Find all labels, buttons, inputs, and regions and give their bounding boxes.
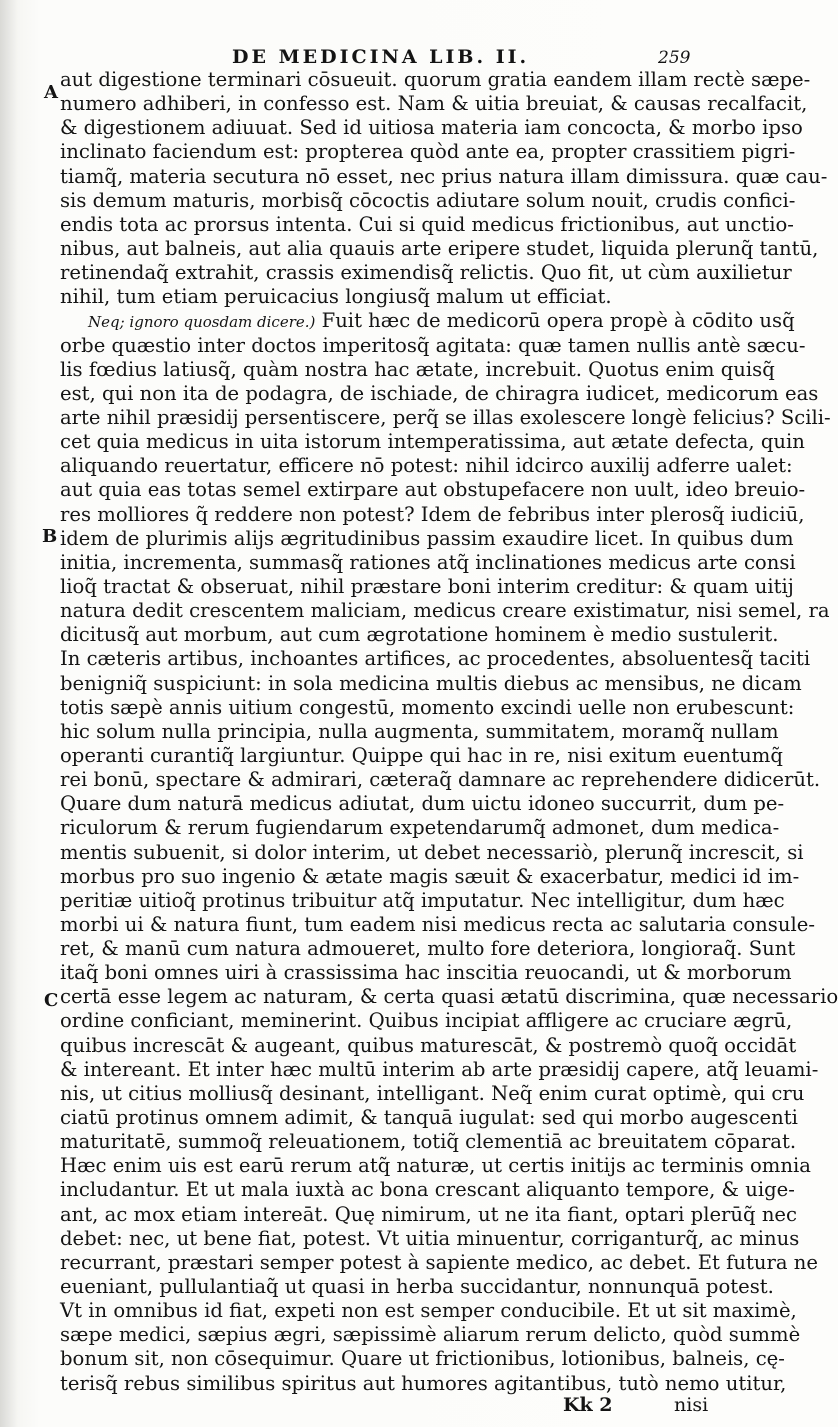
text-line: totis sæpè annis uitium congestū, momento excindi uelle non erubescunt: — [60, 695, 795, 719]
text-line: aliquando reuertatur, efficere nō potest: nihil idcirco auxilij adferre ualet: — [60, 454, 793, 478]
catchword: nisi — [674, 1394, 709, 1416]
text-line: morbus pro suo ingenio & ætate magis sæuit & exacerbatur, medici id im- — [60, 864, 800, 888]
text-line: eueniant, pullulantiaq̃ ut quasi in herba succidantur, nonnunquā potest. — [60, 1275, 774, 1299]
text-line: certā esse legem ac naturam, & certa quasi ætatū discrimina, quæ necessario — [60, 985, 838, 1009]
text-line: nihil, tum etiam peruicacius longiusq̃ malum ut efficiat. — [60, 285, 612, 309]
text-line: operanti curantiq̃ largiuntur. Quippe qui hac in re, nisi exitum euentumq̃ — [60, 743, 783, 767]
text-line: bonum sit, non cōsequimur. Quare ut frictionibus, lotionibus, balneis, cę- — [60, 1347, 785, 1371]
text-line: orbe quæstio inter doctos imperitosq̃ agitata: quæ tamen nullis antè sæcu- — [60, 333, 806, 357]
text-line: endis tota ac prorsus intenta. Cui si quid medicus frictionibus, aut unctio- — [60, 212, 794, 236]
text-line: lis fœdius latiusq̃, quàm nostra hac ætate, increbuit. Quotus enim quisq̃ — [60, 357, 775, 381]
text-line: Quare dum naturā medicus adiutat, dum uictu idoneo succurrit, dum pe- — [60, 792, 785, 816]
text-line: dicitusq̃ aut morbum, aut cum ægrotatione hominem è medio sustulerit. — [60, 623, 779, 647]
text-line: & digestionem adiuuat. Sed id uitiosa materia iam concocta, & morbo ipso — [60, 116, 803, 140]
text-line: ant, ac mox etiam intereāt. Quę nimirum, ut ne ita fiant, optari plerūq̃ nec — [60, 1202, 798, 1226]
text-line: terisq̃ rebus similibus spiritus aut humores agitantibus, tutò nemo utitur, — [60, 1371, 787, 1395]
text-line: mentis subuenit, si dolor interim, ut debet necessariò, plerunq̃ increscit, si — [60, 840, 804, 864]
text-line: includantur. Et ut mala iuxtà ac bona crescant aliquanto tempore, & uige- — [60, 1178, 795, 1202]
text-line: recurrant, præstari semper potest à sapiente medico, ac debet. Et futura ne — [60, 1250, 818, 1274]
text-line: & intereant. Et inter hæc multū interim ab arte præsidij capere, atq̃ leuami- — [60, 1057, 819, 1081]
page-footer — [0, 1392, 800, 1422]
text-line: hic solum nulla principia, nulla augmenta, summitatem, moramq̃ nullam — [60, 719, 779, 743]
text-line: lioq̃ tractat & obseruat, nihil præstare boni interim creditur: & quam uitij — [60, 574, 794, 598]
text-line: natura dedit crescentem maliciam, medicus creare existimatur, nisi semel, ra — [60, 599, 830, 623]
margin-letter-b: B — [42, 526, 58, 547]
text-line: Vt in omnibus id fiat, expeti non est semper conducibile. Et ut sit maximè, — [60, 1299, 797, 1323]
page-number: 259 — [658, 48, 691, 68]
text-line: In cæteris artibus, inchoantes artifices, ac procedentes, absoluentesq̃ taciti — [60, 647, 811, 671]
text-line: riculorum & rerum fugiendarum expetendarumq̃ admonet, dum medica- — [60, 816, 780, 840]
text-line: nibus, aut balneis, aut alia quauis arte eripere studet, liquida plerunq̃ tantū, — [60, 236, 819, 260]
text-line: maturitatē, summoq̃ releuationem, totiq̃ clementiā ac breuitatem cōparat. — [60, 1130, 797, 1154]
text-line: idem de plurimis alijs ægritudinibus passim exaudire licet. In quibus dum — [60, 526, 794, 550]
text-line: debet: nec, ut bene fiat, potest. Vt uitia minuentur, corriganturq̃, ac minus — [60, 1226, 800, 1250]
text-line: aut digestione terminari cōsueuit. quorum gratia eandem illam rectè sæpe- — [60, 68, 811, 91]
text-line: rei bonū, spectare & admirari, cæteraq̃ damnare ac reprehendere didicerūt. — [60, 768, 821, 792]
text-line: cet quia medicus in uita istorum intemperatissima, aut ætate defecta, quin — [60, 430, 805, 454]
text-line: sis demum maturis, morbisq̃ cōcoctis adiutare solum nouit, crudis confici- — [60, 188, 796, 212]
text-line: numero adhiberi, in confesso est. Nam & uitia breuiat, & causas recalfacit, — [60, 92, 808, 116]
lemma: Neq; ignoro quosdam dicere.) — [88, 313, 316, 332]
text-line: ret, & manū cum natura admoueret, multo fore deteriora, longioraq̃. Sunt — [60, 937, 796, 961]
text-line: Fuit hæc de medicorū opera propè à cōdito usq̃ — [321, 309, 795, 333]
text-line: sæpe medici, sæpius ægri, sæpissimè aliarum rerum delicto, quòd summè — [60, 1323, 801, 1347]
text-line: retinendaq̃ extrahit, crassis eximendisq̃ relictis. Quo fit, ut cùm auxilietur — [60, 261, 792, 285]
body-text — [60, 68, 838, 1396]
text-line: inclinato faciendum est: propterea quòd ante ea, propter crassitiem pigri- — [60, 140, 796, 164]
text-line: peritiæ uitioq̃ protinus tribuitur atq̃ imputatur. Nec intelligitur, dum hæc — [60, 888, 785, 912]
text-line: morbi ui & natura fiunt, tum eadem nisi medicus recta ac salutaria consule- — [60, 912, 815, 936]
text-line: res molliores q̃ reddere non potest? Idem de febribus inter plerosq̃ iudiciū, — [60, 502, 805, 526]
text-line: Hæc enim uis est earū rerum atq̃ naturæ, ut certis initijs ac terminis omnia — [60, 1154, 811, 1178]
text-line: initia, incrementa, summasq̃ rationes atq̃ inclinationes medicus arte consi — [60, 550, 796, 574]
margin-letter-c: C — [44, 990, 59, 1011]
text-line: ordine conficiant, meminerint. Quibus incipiat affligere ac cruciare ægrū, — [60, 1009, 793, 1033]
text-line: quibus increscāt & augeant, quibus maturescāt, & postremò quoq̃ occidāt — [60, 1033, 797, 1057]
signature-mark: Kk 2 — [563, 1394, 613, 1416]
text-line: benigniq̃ suspiciunt: in sola medicina multis diebus ac mensibus, ne dicam — [60, 671, 802, 695]
text-line: arte nihil præsidij persentiscere, perq̃ se illas exolescere longè felicius? Scili- — [60, 405, 831, 429]
text-line: est, qui non ita de podagra, de ischiade, de chiragra iudicet, medicorum eas — [60, 381, 819, 405]
running-title: DE MEDICINA LIB. II. — [232, 46, 530, 68]
text-line: itaq̃ boni omnes uiri à crassissima hac inscitia reuocandi, ut & morborum — [60, 961, 792, 985]
text-line: tiamq̃, materia secutura nō esset, nec prius natura illam dimissura. quæ cau- — [60, 164, 828, 188]
text-line-with-lemma — [60, 309, 795, 333]
text-line: nis, ut citius molliusq̃ desinant, intelligant. Neq̃ enim curat optimè, qui cru — [60, 1081, 805, 1105]
text-line: ciatū protinus omnem adimit, & tanquā iugulat: sed qui morbo augescenti — [60, 1106, 798, 1130]
margin-letter-a: A — [44, 82, 58, 103]
text-line: aut quia eas totas semel extirpare aut obstupefacere non uult, ideo breuio- — [60, 478, 806, 502]
